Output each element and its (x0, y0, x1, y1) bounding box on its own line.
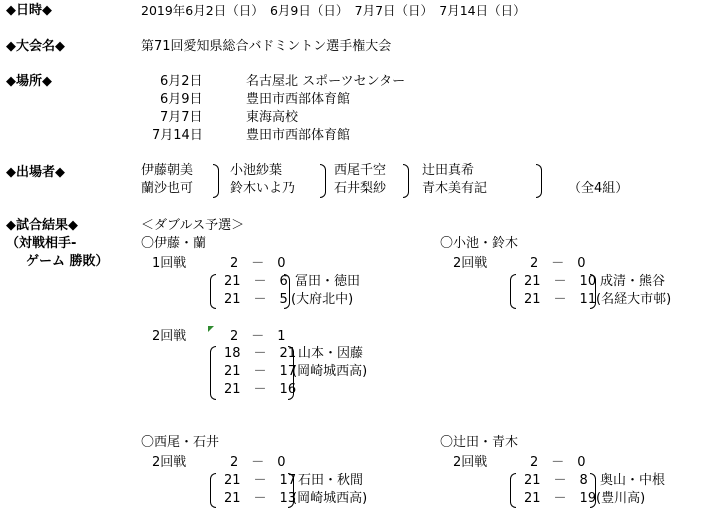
opponent-club: (豊川高) (596, 491, 646, 506)
tournament-name: 第71回愛知県総合バドミントン選手権大会 (141, 39, 392, 54)
opponent-club: (名経大市邨) (596, 292, 672, 307)
date-label: ◆日時◆ (6, 3, 52, 18)
match-result: 2 － 1 (230, 329, 286, 344)
bracket (210, 473, 216, 508)
game-score: 21 － 19 (524, 491, 597, 506)
match-result: 2 － 0 (530, 256, 586, 271)
opponent-name: 山本・因藤 (298, 346, 364, 361)
venue-place: 豊田市西部体育館 (246, 128, 351, 143)
match-result: 2 － 0 (230, 256, 286, 271)
players-label: ◆出場者◆ (6, 165, 65, 180)
game-score: 21 － 17 (224, 473, 297, 488)
player-name: 西尾千空 (334, 163, 387, 178)
results-label: ◆試合結果◆ (6, 218, 78, 233)
game-score: 21 － 5 (224, 292, 288, 307)
tournament-label: ◆大会名◆ (6, 39, 65, 54)
bracket (284, 274, 290, 309)
comment-marker-icon (208, 326, 214, 332)
venue-place: 名古屋北 スポーツセンター (246, 74, 406, 89)
game-score: 21 － 16 (224, 382, 297, 397)
game-score: 21 － 6 (224, 274, 288, 289)
bracket (210, 346, 216, 400)
match-result: 2 － 0 (530, 455, 586, 470)
venue-date: 7月14日 (152, 128, 203, 143)
bracket (320, 164, 326, 198)
player-name: 鈴木いよ乃 (230, 181, 296, 196)
opponent-name: 奥山・中根 (600, 473, 666, 488)
opponent-name: 冨田・徳田 (295, 274, 361, 289)
doubles-heading: ＜ダブルス予選＞ (141, 218, 245, 233)
bracket (536, 164, 542, 198)
opponent-club: (岡崎城西高) (292, 491, 368, 506)
game-score: 21 － 17 (224, 364, 297, 379)
round-label: 1回戦 (152, 256, 187, 271)
game-score: 18 － 21 (224, 346, 297, 361)
game-score: 21 － 11 (524, 292, 597, 307)
venue-date: 6月9日 (160, 92, 203, 107)
bracket (403, 164, 409, 198)
bracket (213, 164, 219, 198)
pair-name: 〇小池・鈴木 (440, 236, 519, 251)
player-name: 辻田真希 (422, 163, 475, 178)
pairs-total: （全4組） (568, 181, 629, 196)
venue-place: 豊田市西部体育館 (246, 92, 351, 107)
player-name: 小池紗葉 (230, 163, 283, 178)
bracket (510, 274, 516, 309)
round-label: 2回戦 (152, 329, 187, 344)
venue-date: 7月7日 (160, 110, 203, 125)
round-label: 2回戦 (453, 256, 488, 271)
venue-label: ◆場所◆ (6, 74, 52, 89)
game-score: 21 － 10 (524, 274, 597, 289)
venue-place: 東海高校 (246, 110, 299, 125)
opponent-club: (大府北中) (291, 292, 354, 307)
results-sublabel-2: ゲーム 勝敗） (26, 254, 109, 269)
game-score: 21 － 8 (524, 473, 588, 488)
bracket (510, 473, 516, 508)
round-label: 2回戦 (152, 455, 187, 470)
player-name: 石井梨紗 (334, 181, 387, 196)
pair-name: 〇伊藤・蘭 (141, 236, 207, 251)
pair-name: 〇辻田・青木 (440, 435, 519, 450)
match-result: 2 － 0 (230, 455, 286, 470)
game-score: 21 － 13 (224, 491, 297, 506)
bracket (210, 274, 216, 309)
pair-name: 〇西尾・石井 (141, 435, 220, 450)
round-label: 2回戦 (453, 455, 488, 470)
player-name: 蘭沙也可 (141, 181, 194, 196)
opponent-club: (岡崎城西高) (292, 364, 368, 379)
player-name: 青木美有記 (422, 181, 488, 196)
opponent-name: 石田・秋間 (298, 473, 364, 488)
player-name: 伊藤朝美 (141, 163, 194, 178)
results-sublabel-1: （対戦相手- (6, 236, 77, 251)
venue-date: 6月2日 (160, 74, 203, 89)
opponent-name: 成清・熊谷 (600, 274, 666, 289)
dates-text: 2019年6月2日（日） 6月9日（日） 7月7日（日） 7月14日（日） (141, 3, 526, 18)
